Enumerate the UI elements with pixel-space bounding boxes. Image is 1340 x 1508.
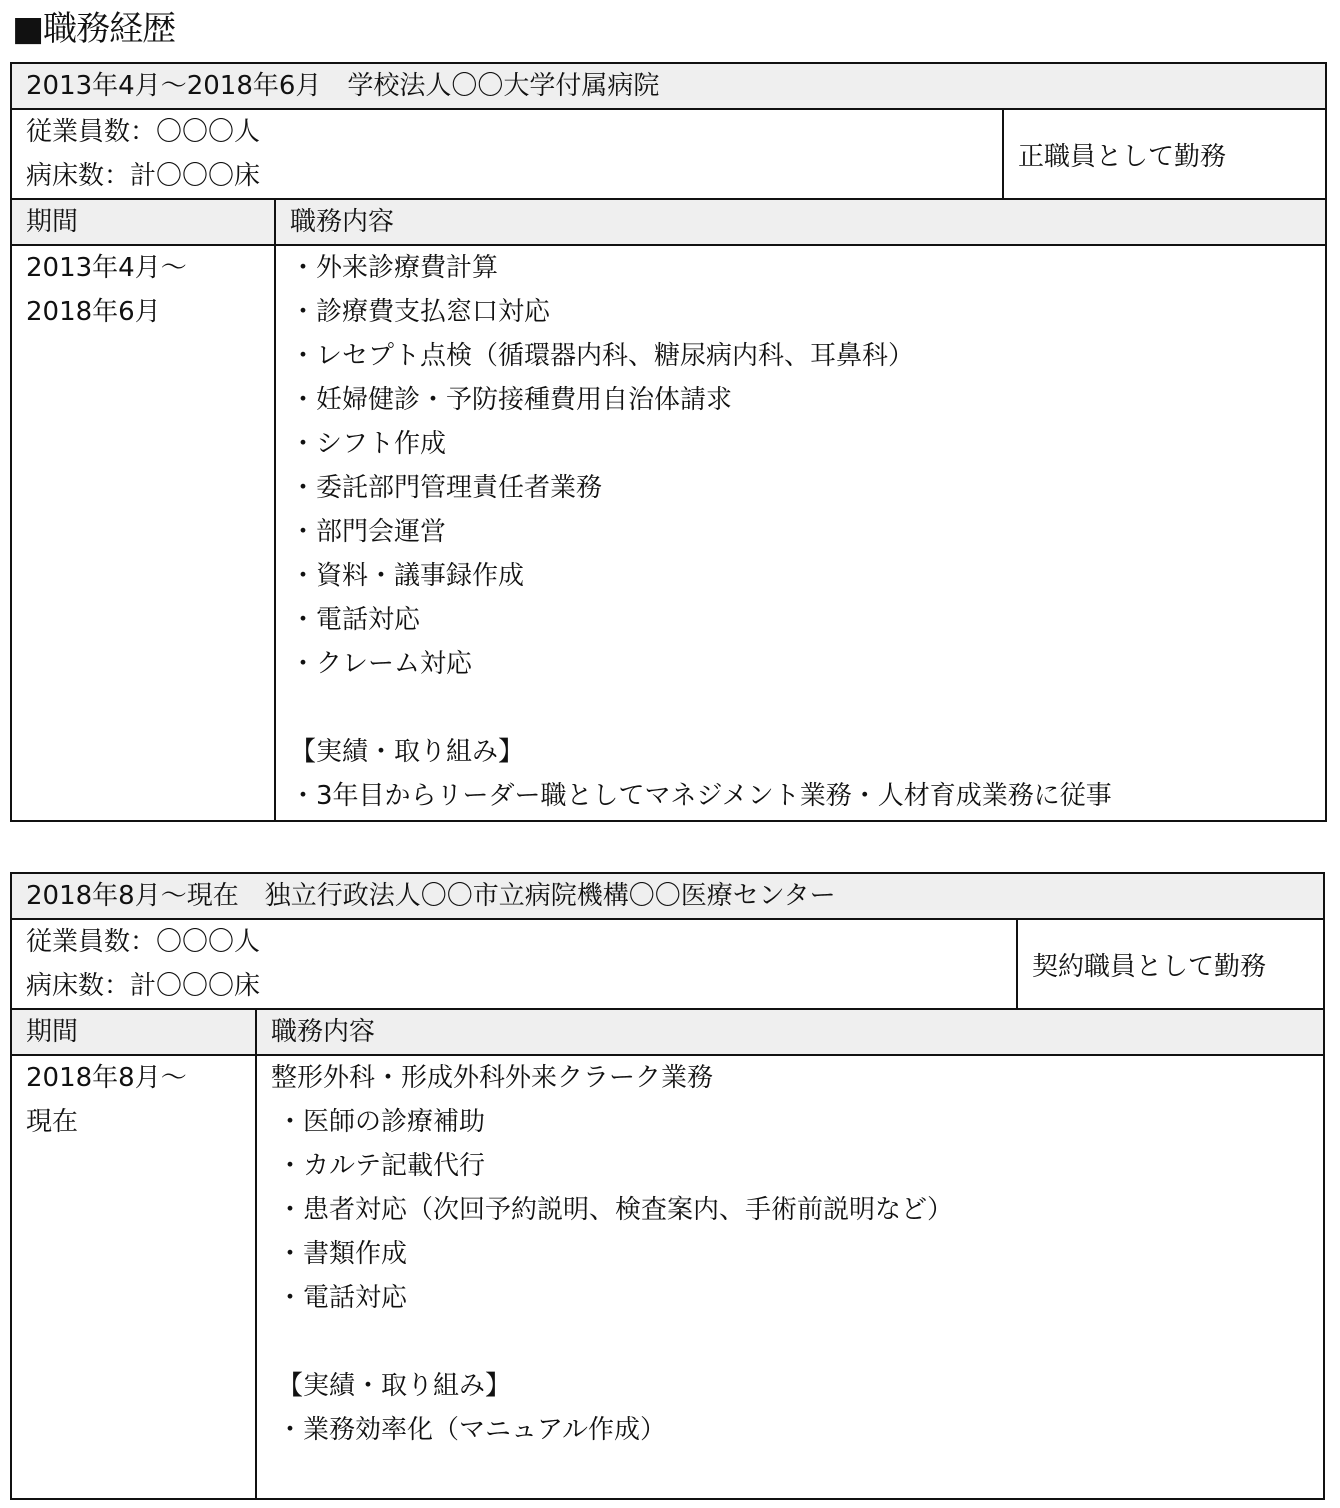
period-cell bbox=[12, 246, 276, 820]
duties-cell bbox=[276, 246, 1325, 820]
career-table-1 bbox=[10, 62, 1327, 822]
employee-count: 従業員数：〇〇〇人 bbox=[26, 927, 261, 957]
duty-item: ・患者対応（次回予約説明、検査案内、手術前説明など） bbox=[277, 1195, 954, 1225]
duty-item: ・クレーム対応 bbox=[290, 649, 473, 679]
duty-item: ・書類作成 bbox=[277, 1239, 408, 1269]
bed-count: 病床数：計〇〇〇床 bbox=[26, 971, 261, 1001]
column-header-duties: 職務内容 bbox=[290, 207, 395, 237]
company-info-row bbox=[12, 110, 1325, 200]
achievements-heading: 【実績・取り組み】 bbox=[277, 1371, 512, 1401]
spacer bbox=[290, 686, 1311, 730]
duty-item: ・委託部門管理責任者業務 bbox=[290, 473, 603, 503]
column-header-row bbox=[12, 1010, 1323, 1056]
duties-row bbox=[12, 246, 1325, 820]
employment-type: 契約職員として勤務 bbox=[1032, 951, 1267, 982]
duty-item: ・部門会運営 bbox=[290, 517, 447, 547]
company-info-row bbox=[12, 920, 1323, 1010]
period-start: 2018年8月〜 bbox=[26, 1063, 187, 1093]
employment-type: 正職員として勤務 bbox=[1018, 141, 1227, 172]
duty-item: ・資料・議事録作成 bbox=[290, 561, 525, 591]
achievement-item: ・3年目からリーダー職としてマネジメント業務・人材育成業務に従事 bbox=[290, 781, 1112, 811]
duty-item: ・シフト作成 bbox=[290, 429, 447, 459]
achievements-heading: 【実績・取り組み】 bbox=[290, 737, 525, 767]
section-title: ■職務経歴 bbox=[12, 9, 176, 49]
duty-item: ・医師の診療補助 bbox=[277, 1107, 486, 1137]
duty-item: ・診療費支払窓口対応 bbox=[290, 297, 551, 327]
column-header-period: 期間 bbox=[12, 1010, 257, 1054]
period-start: 2013年4月〜 bbox=[26, 253, 187, 283]
column-header-row bbox=[12, 200, 1325, 246]
column-header-period: 期間 bbox=[12, 200, 276, 244]
bed-count: 病床数：計〇〇〇床 bbox=[26, 161, 261, 191]
duties-intro: 整形外科・形成外科外来クラーク業務 bbox=[271, 1063, 714, 1093]
duty-item: ・レセプト点検（循環器内科、糖尿病内科、耳鼻科） bbox=[290, 341, 915, 371]
duty-item: ・妊婦健診・予防接種費用自治体請求 bbox=[290, 385, 733, 415]
duty-item: ・カルテ記載代行 bbox=[277, 1151, 486, 1181]
period-end: 2018年6月 bbox=[26, 297, 161, 327]
duty-item: ・電話対応 bbox=[290, 605, 421, 635]
company-header-row bbox=[12, 874, 1323, 920]
company-header: 2013年4月〜2018年6月 学校法人〇〇大学付属病院 bbox=[26, 71, 660, 101]
company-info bbox=[12, 110, 1004, 198]
career-table-2 bbox=[10, 872, 1325, 1500]
employee-count: 従業員数：〇〇〇人 bbox=[26, 117, 261, 147]
company-header: 2018年8月〜現在 独立行政法人〇〇市立病院機構〇〇医療センター bbox=[26, 881, 836, 911]
employment-type-cell bbox=[1004, 110, 1325, 198]
company-header-row bbox=[12, 64, 1325, 110]
duty-item: ・電話対応 bbox=[277, 1283, 408, 1313]
period-cell bbox=[12, 1056, 257, 1498]
period-end: 現在 bbox=[26, 1107, 79, 1137]
employment-type-cell bbox=[1018, 920, 1323, 1008]
column-header-duties: 職務内容 bbox=[271, 1017, 376, 1047]
achievement-item: ・業務効率化（マニュアル作成） bbox=[277, 1415, 666, 1445]
duties-cell bbox=[257, 1056, 1323, 1498]
spacer bbox=[271, 1320, 1309, 1364]
duty-item: ・外来診療費計算 bbox=[290, 253, 499, 283]
duties-row bbox=[12, 1056, 1323, 1498]
company-info bbox=[12, 920, 1018, 1008]
